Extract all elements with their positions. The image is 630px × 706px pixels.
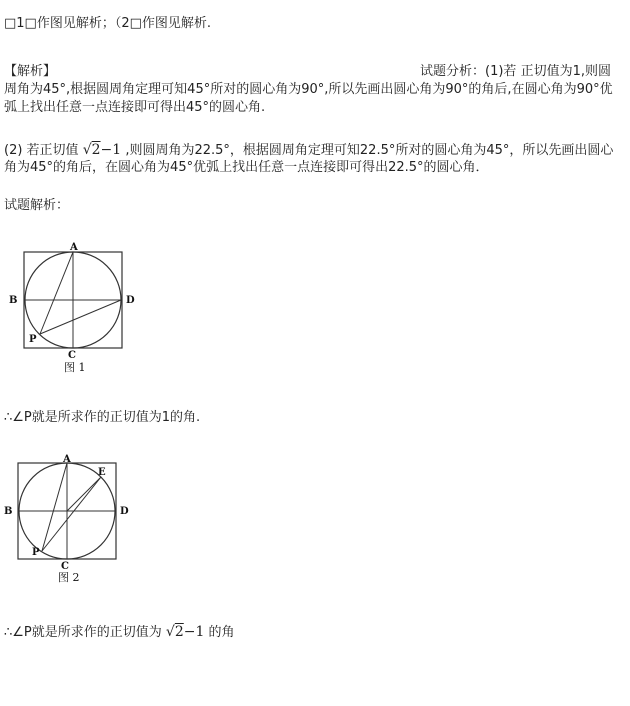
figure2-radius-oe [67, 477, 101, 511]
figure-1 [0, 240, 150, 380]
figure2-label-d: D [120, 506, 129, 517]
figure2-label-b: B [4, 506, 13, 517]
sqrt-symbol-2: √ [165, 624, 175, 640]
minus-one: −1 [100, 142, 122, 158]
figure1-label-b: B [9, 295, 18, 306]
figure2-label-e: E [98, 467, 106, 478]
conclusion2-prefix: ∴∠P就是所求作的正切值为 [4, 625, 162, 640]
figure2-label-c: C [61, 561, 69, 572]
figure1-label-p: P [29, 334, 37, 345]
conclusion-2 [4, 622, 235, 643]
figure2-chord-ap [42, 463, 67, 551]
figure1-label-a: A [70, 242, 78, 253]
sqrt-symbol: √ [82, 142, 92, 158]
conclusion-1: ∴∠P就是所求作的正切值为1的角. [4, 410, 201, 425]
figure2-chord-pe [42, 477, 101, 551]
figure2-label-a: A [63, 454, 71, 465]
figure1-label-c: C [68, 350, 76, 361]
analysis-p1-first [420, 62, 611, 82]
jiexi-tag: 【解析】 [4, 64, 57, 79]
figure2-caption: 图 2 [58, 571, 80, 584]
figure1-caption: 图 1 [64, 361, 86, 374]
analysis-p1-c: 弧上找出任意一点连接即可得出45°的圆心角. [4, 100, 266, 115]
radicand: 2 [91, 142, 101, 158]
sqrt2-minus-1-formula-2 [166, 624, 204, 640]
radicand-2: 2 [174, 624, 184, 640]
analysis-p2-b: 角为45°的角后，在圆心角为45°优弧上找出任意一点连接即可得出22.5°的圆心角． [4, 160, 489, 175]
sqrt2-minus-1-formula [83, 142, 121, 158]
figure-2 [0, 453, 150, 588]
conclusion2-suffix: 的角 [208, 625, 235, 640]
figure2-label-p: P [32, 547, 40, 558]
analysis-p2-a-suffix: ,则圆周角为22.5°，根据圆周角定理可知22.5°所对的圆心角为45°，所以先画出圆心 [125, 143, 614, 158]
analysis-p2-a-prefix: (2) 若正切值 [4, 143, 79, 158]
minus-one-2: −1 [183, 624, 205, 640]
analysis-label: 试题分析： [420, 64, 486, 79]
figure1-label-d: D [126, 295, 135, 306]
analysis-p1-a: (1)若 正切值为1,则圆 [485, 64, 611, 79]
analysis-p1-b: 周角为45°,根据圆周角定理可知45°所对的圆心角为90°,所以先画出圆心角为90°的角后,在圆心角为90°优 [4, 82, 613, 97]
solution-label: 试题解析： [4, 198, 70, 213]
answer-line: □1□作图见解析；（2□作图见解析. [4, 16, 212, 31]
